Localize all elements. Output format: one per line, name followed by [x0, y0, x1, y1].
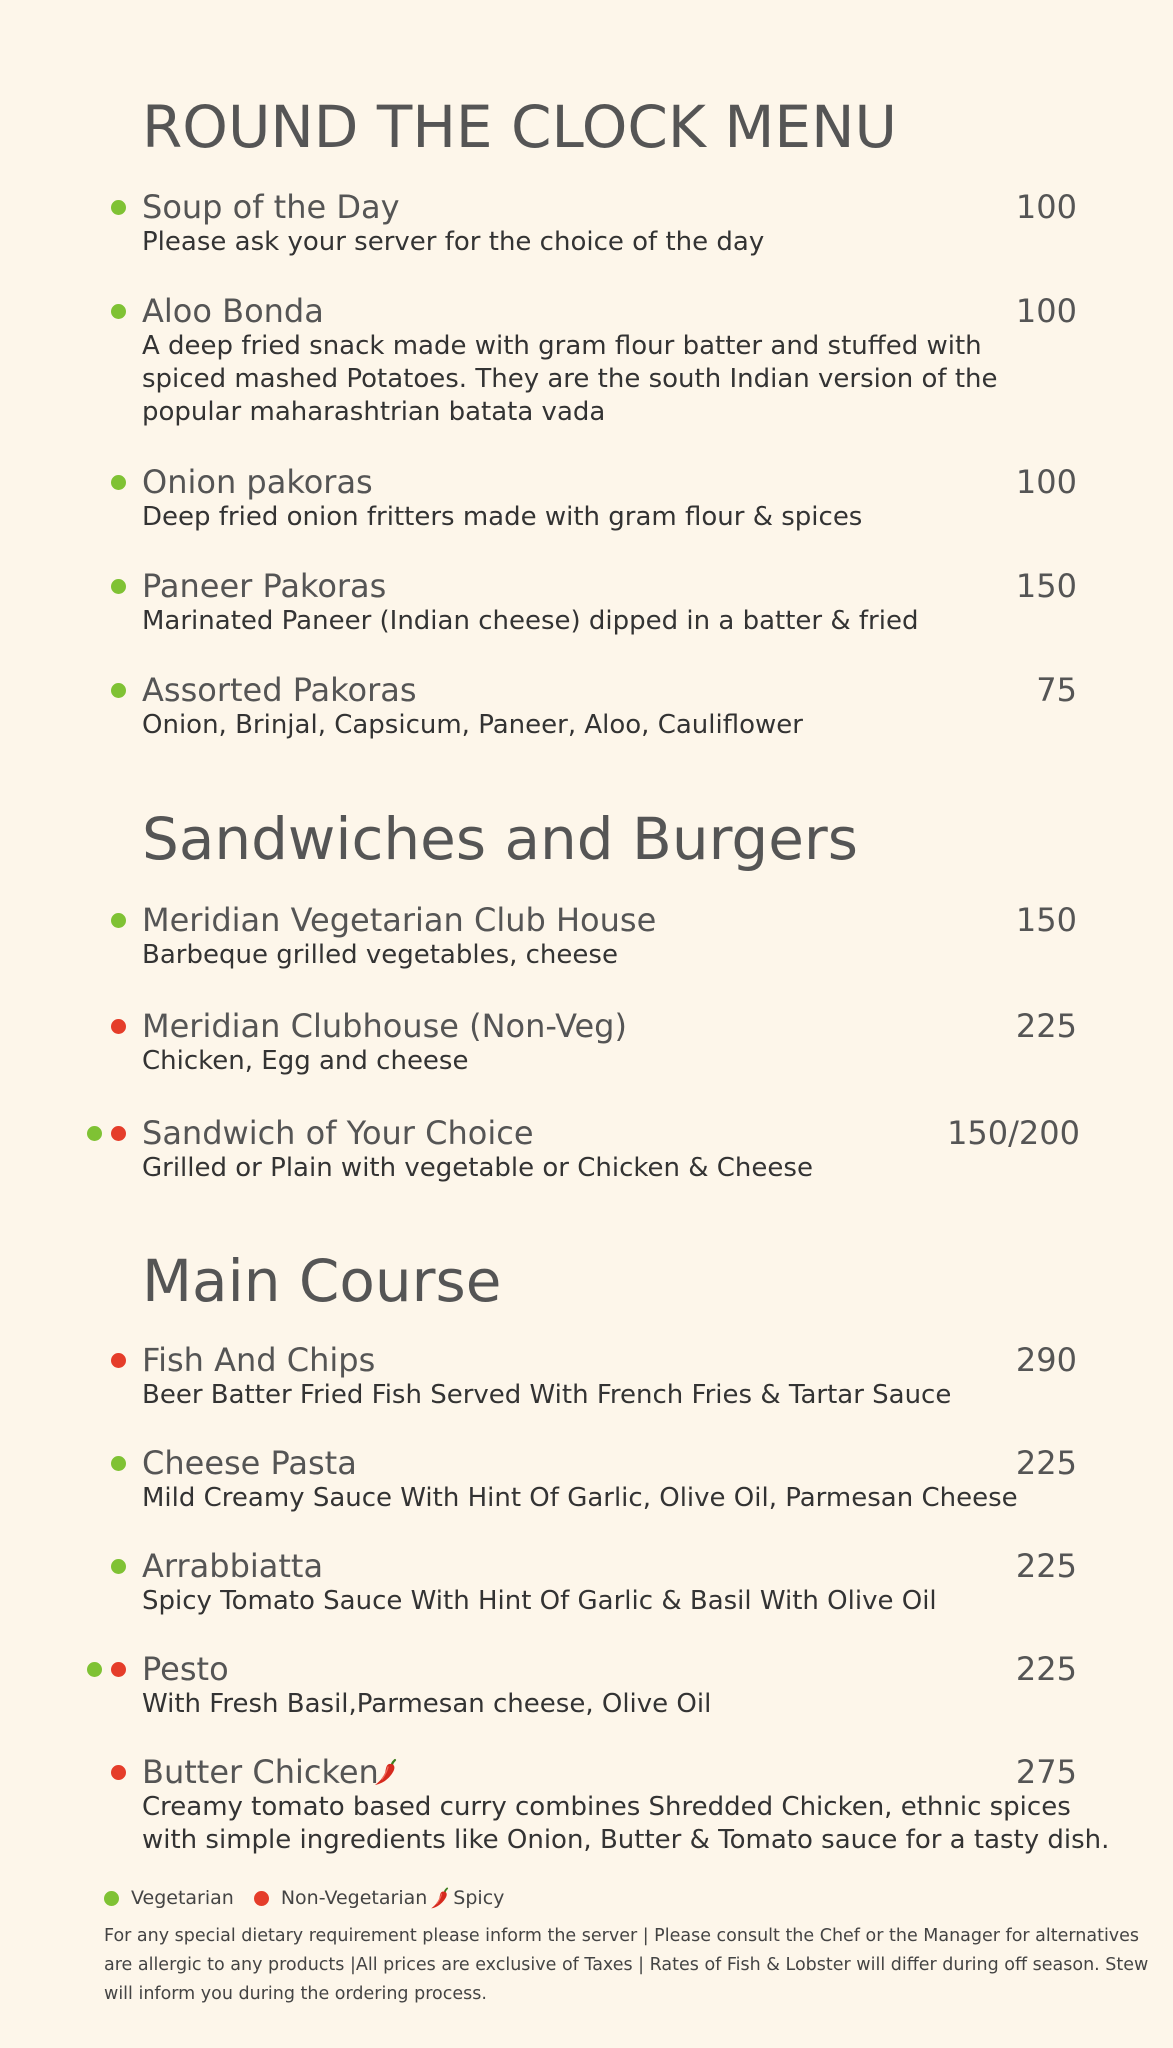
item-description: Barbeque grilled vegetables, cheese — [142, 940, 618, 970]
menu-item — [142, 568, 1077, 638]
menu-item — [142, 1342, 1077, 1412]
item-description: Spicy Tomato Sauce With Hint Of Garlic & Basil With Olive Oil — [142, 1586, 937, 1616]
menu-item — [142, 464, 1077, 534]
nonveg-dot-icon — [111, 1765, 126, 1780]
nonveg-dot-icon — [111, 1019, 126, 1034]
item-price: 225 — [1015, 1650, 1077, 1688]
menu-item — [142, 902, 1077, 972]
legend-nonveg-label: Non-Vegetarian — [280, 1887, 428, 1909]
item-description: Mild Creamy Sauce With Hint Of Garlic, Olive Oil, Parmesan Cheese — [142, 1483, 1018, 1513]
section-title-main-course: Main Course — [142, 1247, 502, 1315]
item-price: 100 — [1015, 188, 1077, 226]
item-description: Grilled or Plain with vegetable or Chicken & Cheese — [142, 1153, 813, 1183]
item-price: 225 — [1015, 1444, 1077, 1482]
item-price: 100 — [1015, 463, 1077, 501]
item-price: 100 — [1015, 292, 1077, 330]
veg-dot-icon — [111, 1456, 126, 1471]
chili-pepper-icon — [373, 1757, 399, 1787]
legend-veg-label: Vegetarian — [131, 1887, 234, 1909]
item-description: Please ask your server for the choice of the day — [142, 227, 765, 257]
item-name: Butter Chicken — [142, 1753, 379, 1791]
item-price: 150 — [1015, 567, 1077, 605]
nonveg-dot-icon — [111, 1662, 126, 1677]
item-name: Aloo Bonda — [142, 292, 324, 330]
item-price: 225 — [1015, 1547, 1077, 1585]
item-price: 225 — [1015, 1007, 1077, 1045]
legend — [104, 1886, 504, 1910]
section-title-round-the-clock: ROUND THE CLOCK MENU — [142, 93, 897, 161]
footnote: For any special dietary requirement please inform the server | Please consult the Chef or the Manager for alternatives are allergic to any products |All prices are exclusive of Taxes | Rates of Fish & Lobster will differ during off season. Stew will inform you during the ordering process. — [104, 1926, 1149, 2004]
item-price: 75 — [1036, 671, 1077, 709]
veg-dot-icon — [111, 579, 126, 594]
legend-spicy-label: Spicy — [453, 1887, 505, 1909]
item-description: Chicken, Egg and cheese — [142, 1046, 469, 1076]
veg-dot-icon — [111, 683, 126, 698]
veg-dot-icon — [111, 200, 126, 215]
item-price: 150 — [1015, 901, 1077, 939]
item-description: Marinated Paneer (Indian cheese) dipped in a batter & fried — [142, 606, 919, 636]
chili-pepper-icon — [429, 1886, 451, 1910]
veg-dot-icon — [87, 1662, 102, 1677]
item-name: Meridian Clubhouse (Non-Veg) — [142, 1007, 627, 1045]
veg-dot-icon — [111, 304, 126, 319]
item-name: Fish And Chips — [142, 1341, 376, 1379]
item-name: Arrabbiatta — [142, 1547, 324, 1585]
menu-item — [142, 1008, 1077, 1078]
item-name: Soup of the Day — [142, 188, 400, 226]
menu-item — [142, 293, 1077, 429]
item-description: With Fresh Basil,Parmesan cheese, Olive Oil — [142, 1689, 712, 1719]
item-name: Assorted Pakoras — [142, 671, 417, 709]
nonveg-dot-icon — [111, 1126, 126, 1141]
item-description: A deep fried snack made with gram flour batter and stuffed with spiced mashed Potatoes. They are the south Indian version of the popular maharashtrian batata vada — [142, 331, 998, 427]
item-description: Onion, Brinjal, Capsicum, Paneer, Aloo, Cauliflower — [142, 710, 803, 740]
item-name: Pesto — [142, 1650, 229, 1688]
item-price: 150/200 — [947, 1114, 1080, 1152]
item-price: 275 — [1015, 1753, 1077, 1791]
item-name: Paneer Pakoras — [142, 567, 387, 605]
item-name: Cheese Pasta — [142, 1444, 357, 1482]
item-description: Beer Batter Fried Fish Served With French Fries & Tartar Sauce — [142, 1380, 952, 1410]
veg-dot-icon — [111, 475, 126, 490]
veg-dot-icon — [87, 1126, 102, 1141]
nonveg-dot-icon — [254, 1891, 269, 1906]
veg-dot-icon — [111, 1559, 126, 1574]
menu-item — [142, 1651, 1077, 1721]
menu-item — [142, 1114, 1080, 1185]
menu-item — [142, 672, 1077, 742]
item-price: 290 — [1015, 1341, 1077, 1379]
menu-item — [142, 1753, 1110, 1857]
item-description: Deep fried onion fritters made with gram flour & spices — [142, 502, 863, 532]
item-name: Sandwich of Your Choice — [142, 1114, 534, 1152]
veg-dot-icon — [104, 1891, 119, 1906]
menu-item — [142, 1445, 1077, 1515]
menu-item — [142, 1548, 1077, 1618]
item-name: Onion pakoras — [142, 463, 373, 501]
nonveg-dot-icon — [111, 1353, 126, 1368]
item-name: Meridian Vegetarian Club House — [142, 901, 657, 939]
menu-item — [142, 189, 1077, 259]
section-title-sandwiches: Sandwiches and Burgers — [142, 805, 858, 873]
item-description: Creamy tomato based curry combines Shredded Chicken, ethnic spices with simple ingredients like Onion, Butter & Tomato sauce for a tasty dish. — [142, 1792, 1110, 1855]
veg-dot-icon — [111, 913, 126, 928]
